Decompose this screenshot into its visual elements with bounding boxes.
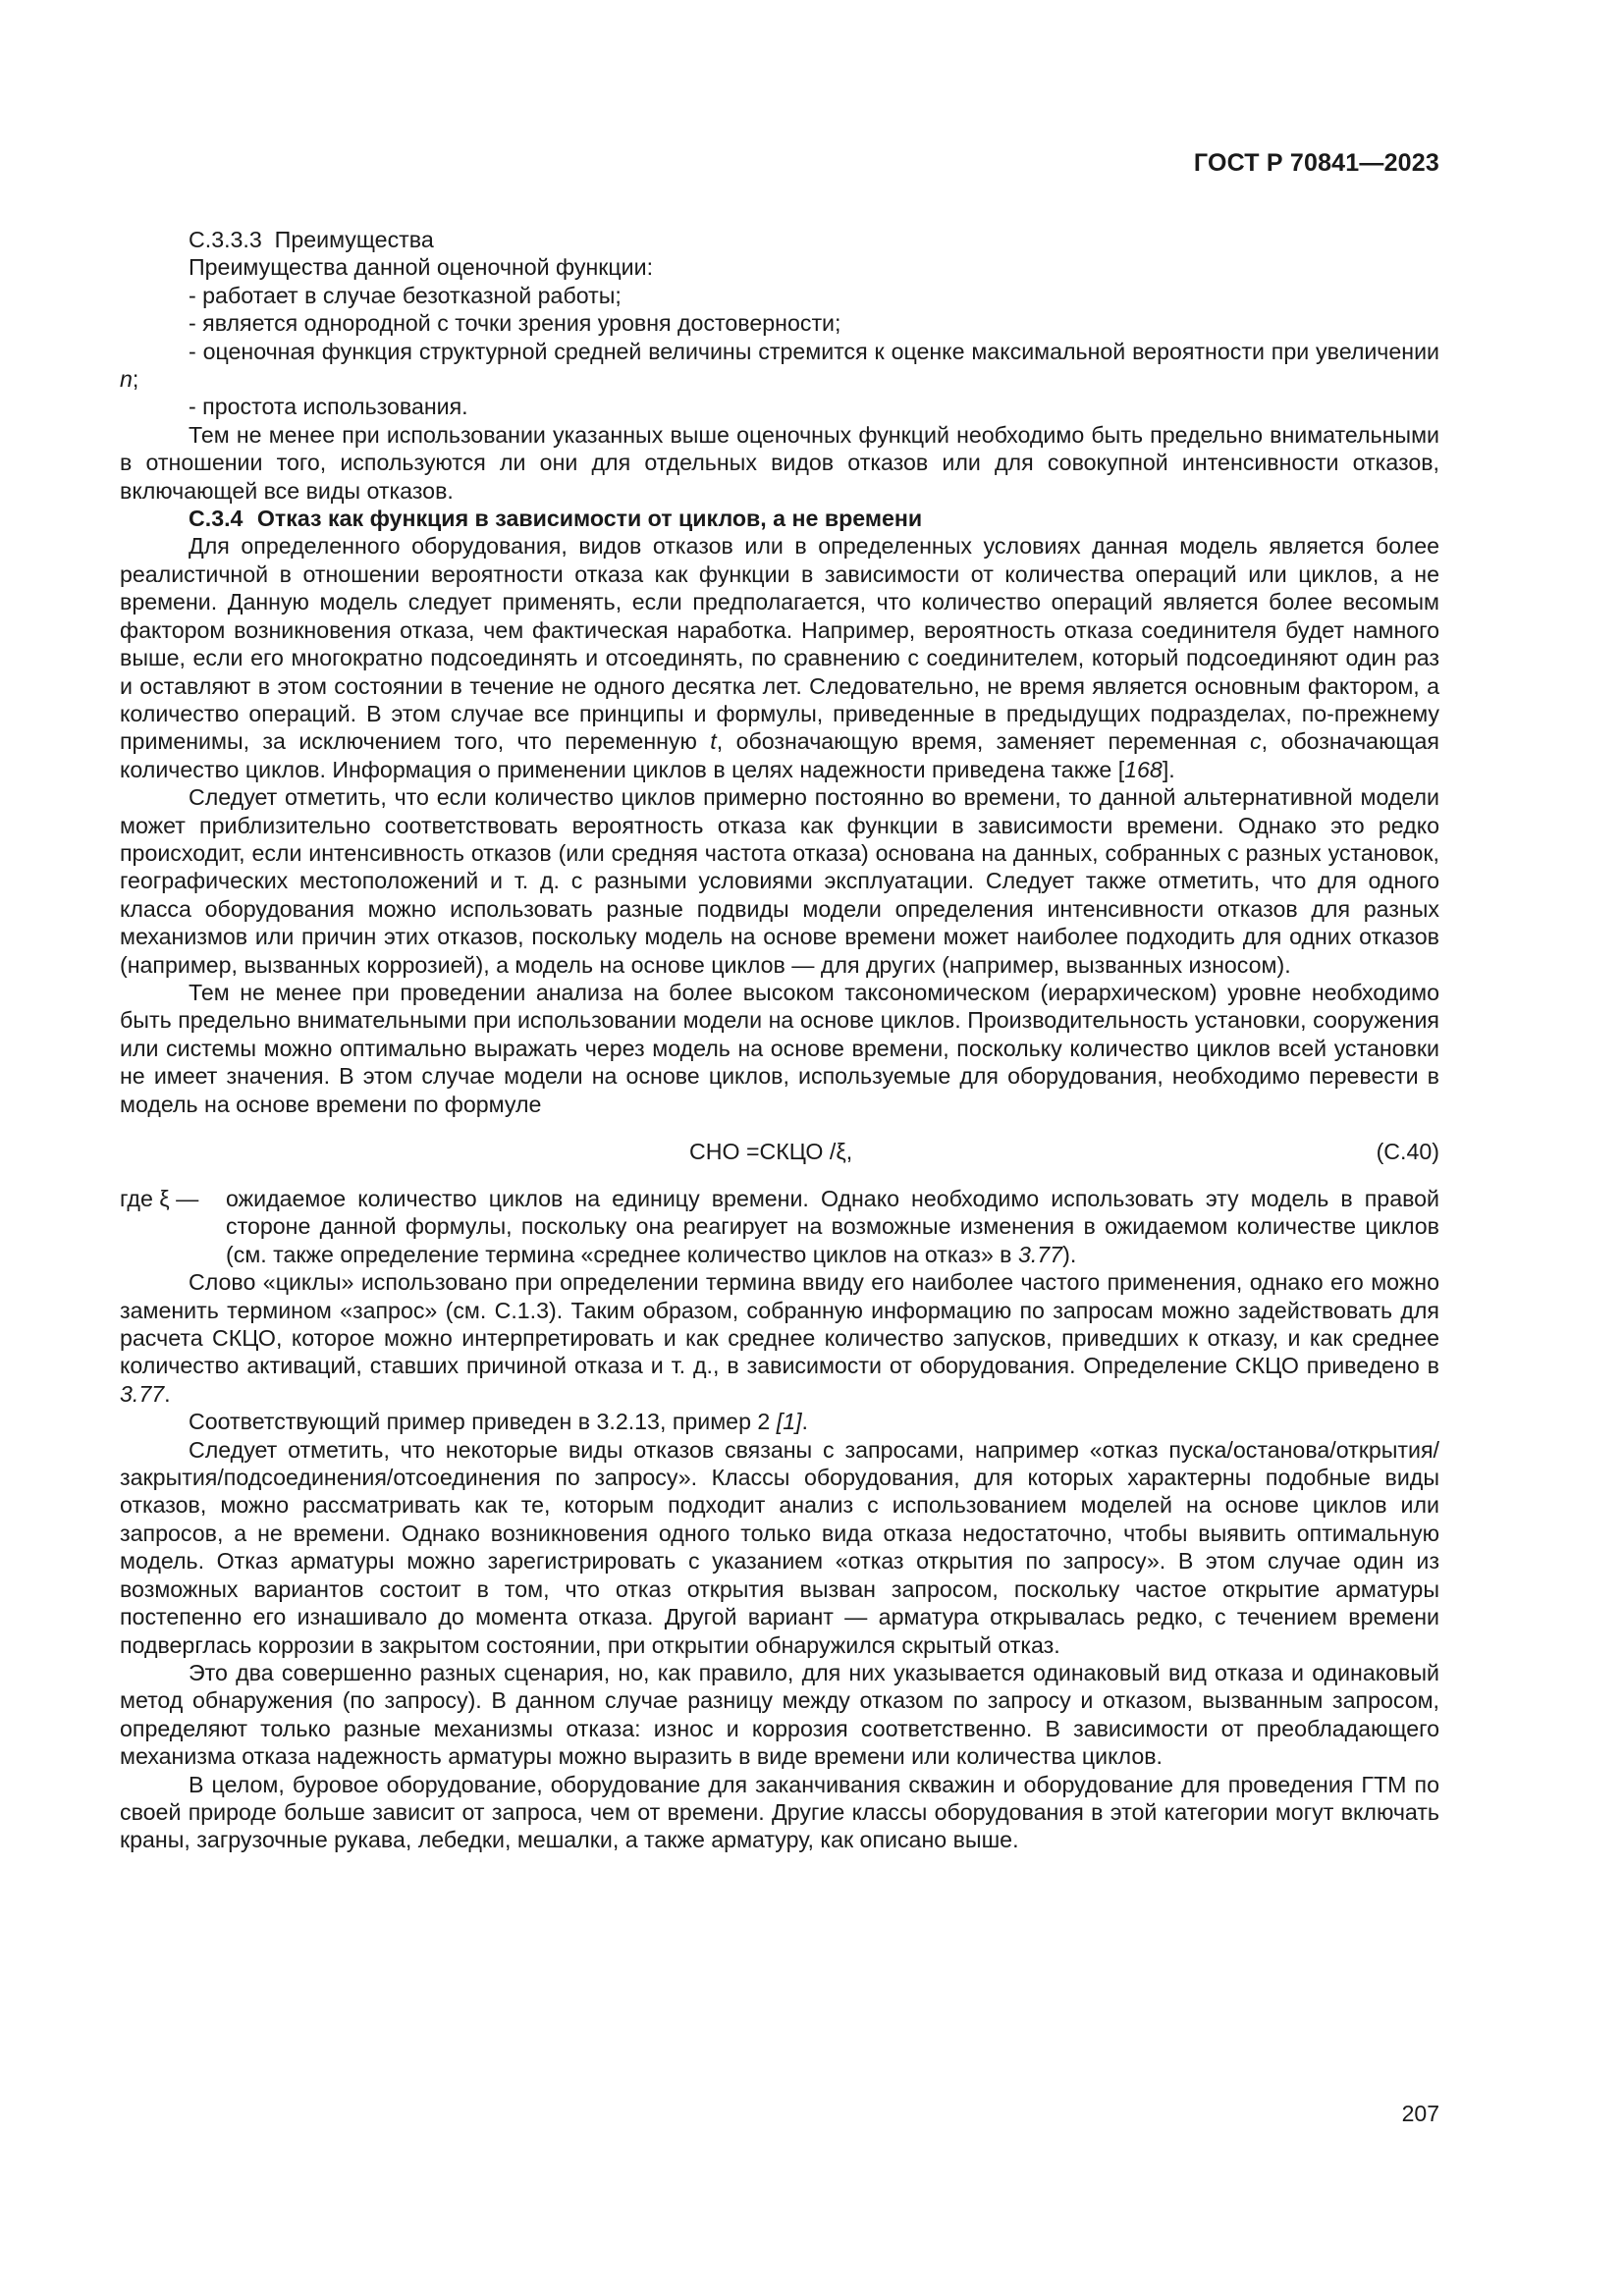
advantages-intro: Преимущества данной оценочной функции: [189, 254, 654, 281]
standard-code: ГОСТ Р 70841—2023 [1193, 149, 1439, 177]
list-item: - работает в случае безотказной работы; [189, 282, 622, 308]
list-item: - оценочная функция структурной средней величины стремится к оценке максимальной вероятности при увеличении n; [120, 338, 1439, 393]
subsection-title: С.3.3.3 Преимущества [189, 227, 434, 252]
formula-block [120, 1132, 1439, 1175]
formula-explanation: где ξ — ожидаемое количество циклов на единицу времени. Однако необходимо использовать эту модель в правой стороне данной формулы, поскольку она реагирует на возможные изменения в ожидаемом количестве циклов (см. также определение термина «среднее количество циклов на отказ» в 3.77). [120, 1186, 1439, 1267]
page-number: 207 [1401, 2101, 1439, 2126]
paragraph: Соответствующий пример приведен в 3.2.13, пример 2 [1]. [189, 1409, 808, 1435]
page-body [120, 226, 1439, 1854]
document-header [1194, 149, 1439, 178]
paragraph: Это два совершенно разных сценария, но, как правило, для них указывается одинаковый вид отказа и одинаковый метод обнаружения (по запросу). В данном случае разницу между отказом по запросу и отказом, вызванным запросом, определяют только разные механизмы отказа: износ и коррозия соответственно. В зависимости от преобладающего механизма отказа надежность арматуры можно выразить в виде времени или количества циклов. [120, 1659, 1439, 1770]
list-item: - простота использования. [189, 394, 468, 420]
list-item: - является однородной с точки зрения уровня достоверности; [189, 310, 841, 337]
paragraph: В целом, буровое оборудование, оборудование для заканчивания скважин и оборудование для проведения ГТМ по своей природе больше зависит от запроса, чем от времени. Другие классы оборудования в этой категории могут включать краны, загрузочные рукава, лебедки, мешалки, а также арматуру, как описано выше. [120, 1771, 1439, 1853]
formula-number: (С.40) [1376, 1139, 1439, 1164]
formula-expression: СНО =СКЦО /ξ, [689, 1139, 853, 1164]
paragraph: Слово «циклы» использовано при определении термина ввиду его наиболее частого применения, однако его можно заменить термином «запрос» (см. С.1.3). Таким образом, собранную информацию по запросам можно задействовать для расчета СКЦО, которое можно интерпретировать и как среднее количество запусков, приведших к отказу, и как среднее количество активаций, ставших причиной отказа и т. д., в зависимости от оборудования. Определение СКЦО приведено в 3.77. [120, 1269, 1439, 1407]
section-heading: С.3.4 Отказ как функция в зависимости от циклов, а не времени [189, 506, 923, 532]
paragraph: Для определенного оборудования, видов отказов или в определенных условиях данная модель является более реалистичной в отношении вероятности отказа как функции в зависимости от количества операций или циклов, а не времени. Данную модель следует применять, если предполагается, что количество операций является более весомым фактором возникновения отказа, чем фактическая наработка. Например, вероятность отказа соединителя будет намного выше, если его многократно подсоединять и отсоединять, по сравнению с соединителем, который подсоединяют один раз и оставляют в этом состоянии в течение не одного десятка лет. Следовательно, не время является основным фактором, а количество операций. В этом случае все принципы и формулы, приведенные в предыдущих подразделах, по-прежнему применимы, за исключением того, что переменную t, обозначающую время, заменяет переменная c, обозначающая количество циклов. Информация о применении циклов в целях надежности приведена также [168]. [120, 533, 1439, 782]
paragraph: Тем не менее при проведении анализа на более высоком таксономическом (иерархическом) уровне необходимо быть предельно внимательными при использовании модели на основе циклов. Производительность установки, сооружения или системы можно оптимально выражать через модель на основе времени, поскольку количество циклов всей установки не имеет значения. В этом случае модели на основе циклов, используемые для оборудования, необходимо перевести в модель на основе времени по формуле [120, 979, 1439, 1117]
paragraph: Тем не менее при использовании указанных выше оценочных функций необходимо быть предельно внимательными в отношении того, используются ли они для отдельных видов отказов или для совокупной интенсивности отказов, включающей все виды отказов. [120, 421, 1439, 504]
paragraph: Следует отметить, что если количество циклов примерно постоянно во времени, то данной альтернативной модели может приблизительно соответствовать вероятность отказа как функции в зависимости времени. Однако это редко происходит, если интенсивность отказов (или средняя частота отказа) основана на данных, собранных с разных установок, географических местоположений и т. д. с разными условиями эксплуатации. Следует также отметить, что для одного класса оборудования можно использовать разные подвиды модели определения интенсивности отказов для разных механизмов или причин этих отказов, поскольку модель на основе времени может наиболее подходить для одних отказов (например, вызванных коррозией), а модель на основе циклов — для других (например, вызванных износом). [120, 784, 1439, 978]
paragraph: Следует отметить, что некоторые виды отказов связаны с запросами, например «отказ пуска/останова/открытия/закрытия/подсоединения/отсоединения по запросу». Классы оборудования, для которых характерны подобные виды отказов, можно рассматривать как те, которым подходит анализ с использованием моделей на основе циклов или запросов, а не времени. Однако возникновения одного только вида отказа недостаточно, чтобы выявить оптимальную модель. Отказ арматуры можно зарегистрировать с указанием «отказ открытия по запросу». В этом случае один из возможных вариантов состоит в том, что отказ открытия вызван запросом, поскольку частое открытие арматуры постепенно его изнашивало до момента отказа. Другой вариант — арматура открывалась редко, с течением времени подверглась коррозии в закрытом состоянии, при открытии обнаружился скрытый отказ. [120, 1436, 1439, 1658]
